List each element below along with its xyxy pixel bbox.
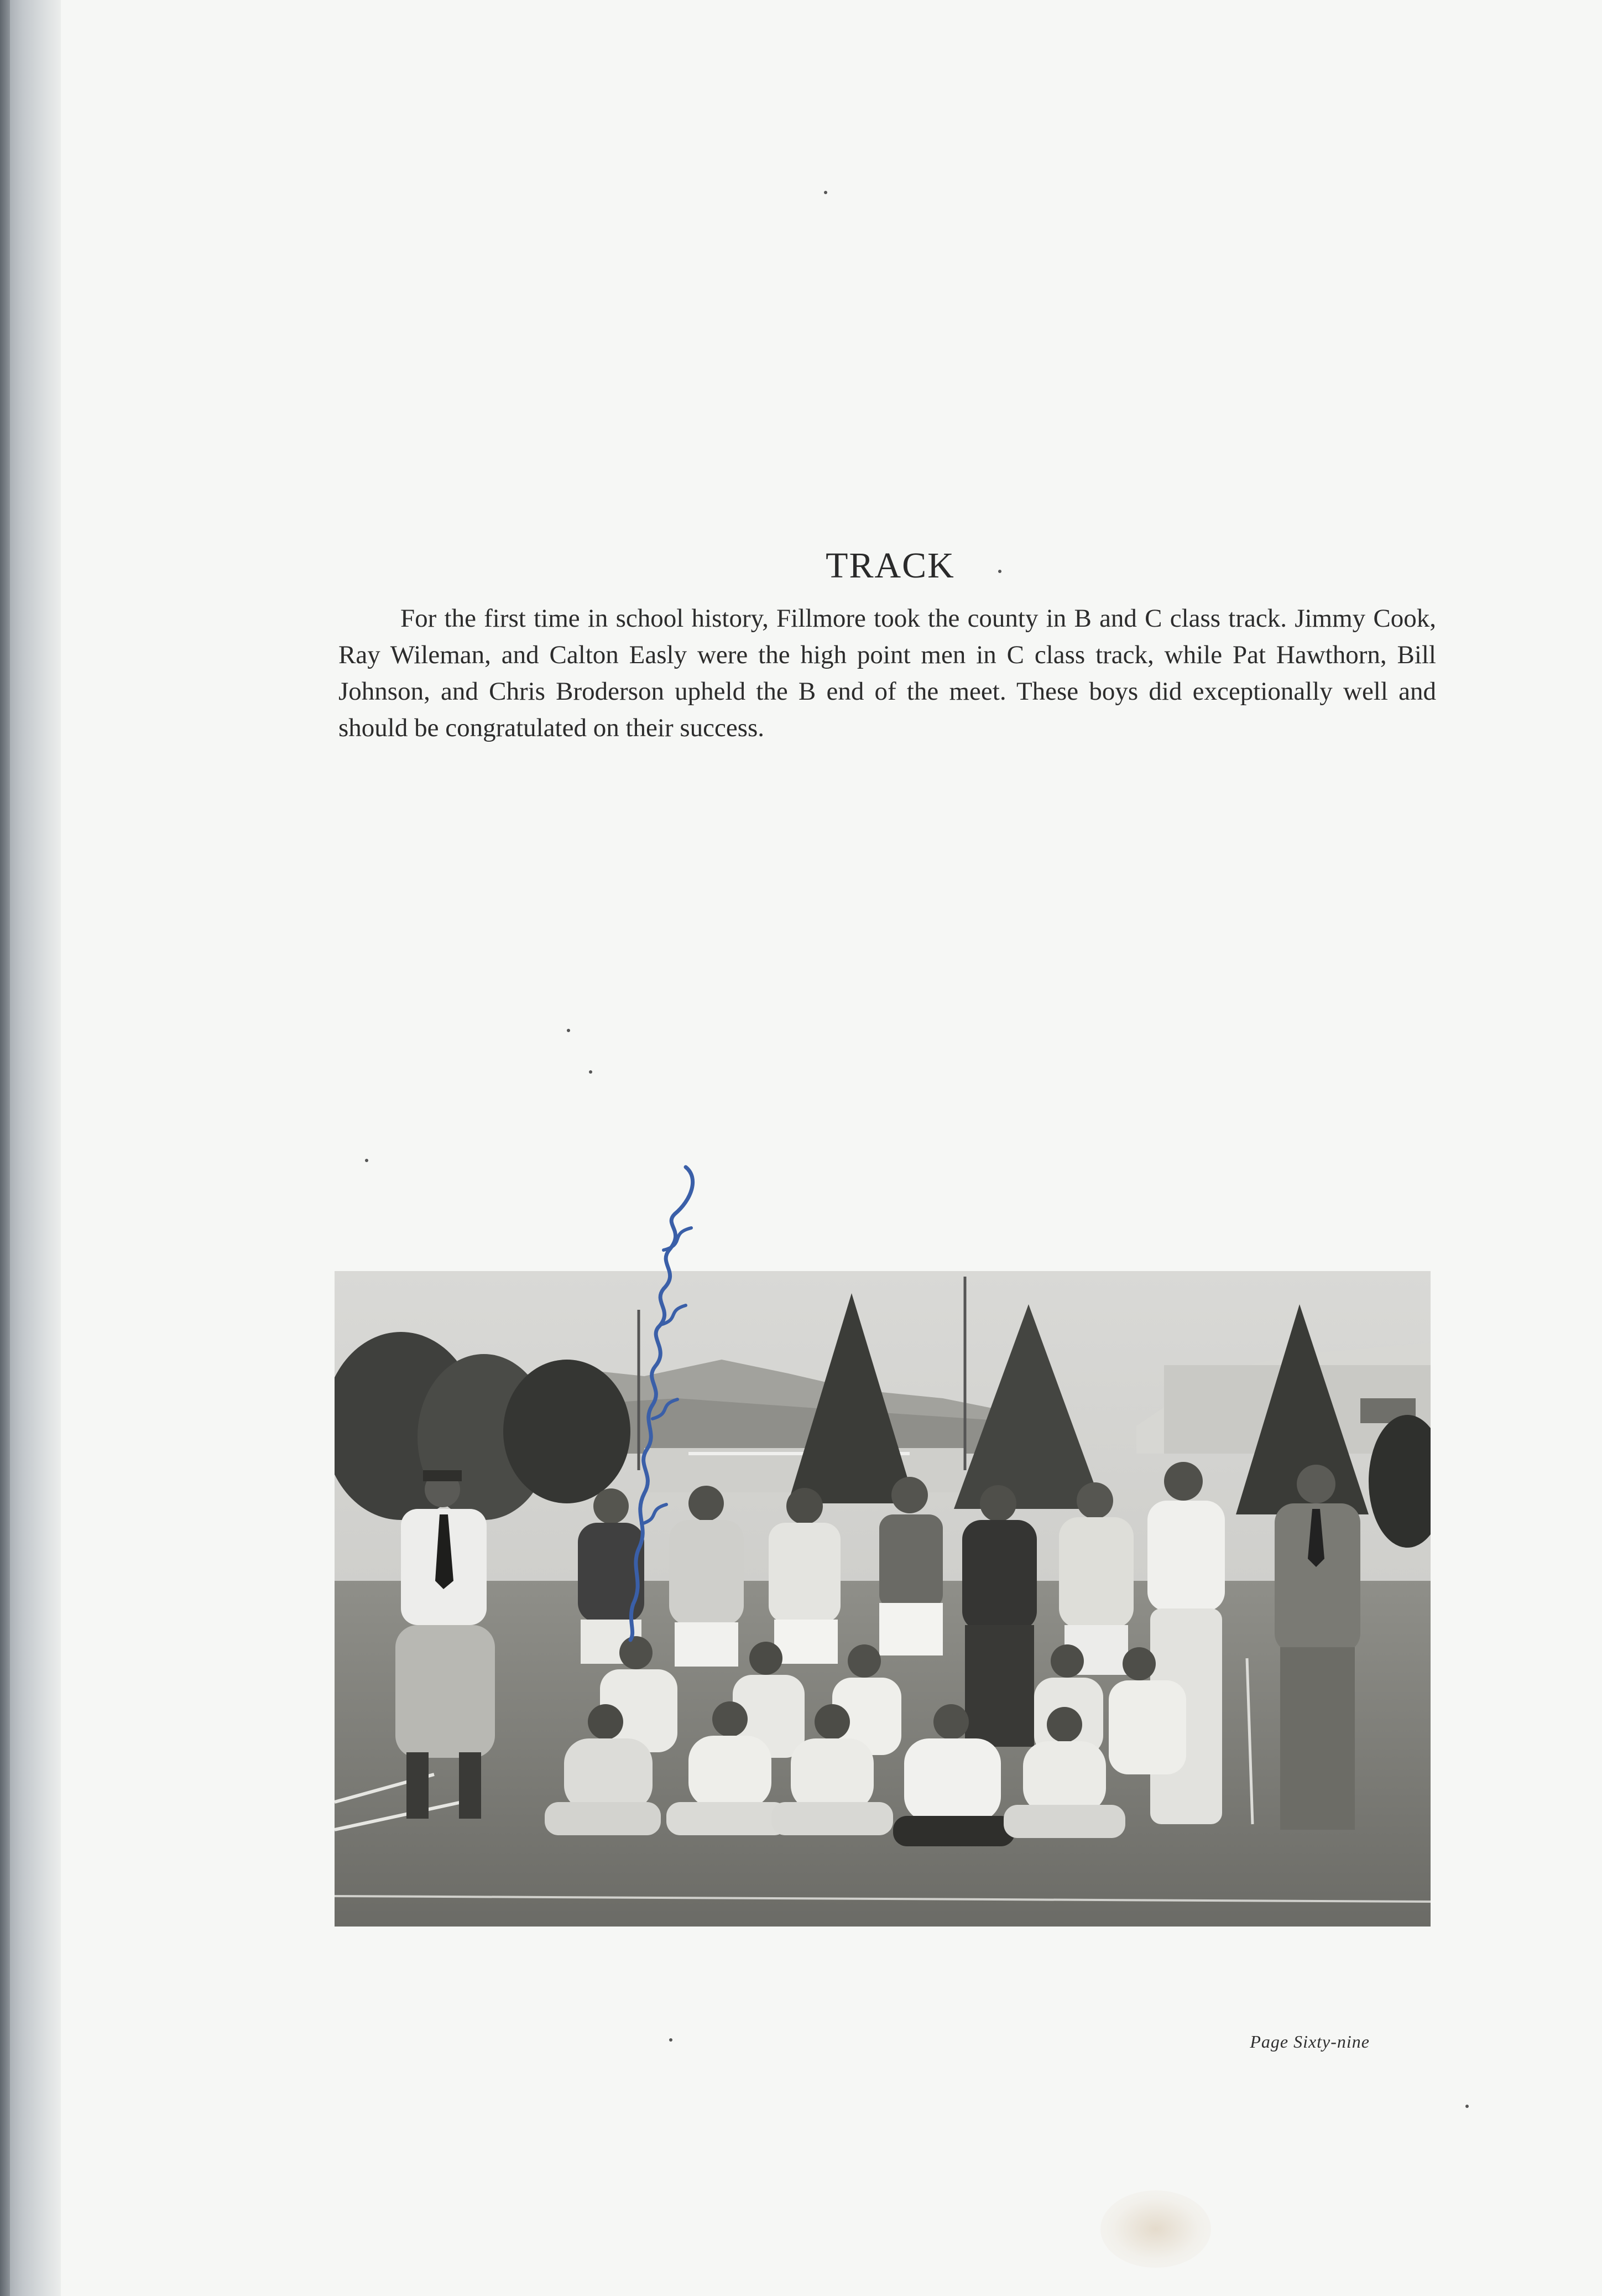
binding-gutter-shadow: [0, 0, 66, 2296]
paper-speck: [998, 570, 1001, 573]
page-number: Page Sixty-nine: [1250, 2032, 1370, 2052]
binding-gutter-edge: [0, 0, 10, 2296]
paper-speck: [365, 1159, 368, 1162]
page-title: TRACK: [826, 545, 955, 586]
handwritten-signature: [603, 1162, 713, 1643]
team-photo-illustration: [335, 1271, 1431, 1927]
paper-speck: [1465, 2105, 1469, 2108]
yearbook-page: [61, 0, 1602, 2296]
paper-speck: [824, 191, 827, 194]
track-team-photo: [335, 1271, 1431, 1927]
paper-speck: [669, 2038, 672, 2042]
paper-speck: [589, 1070, 592, 1074]
paper-speck: [567, 1029, 570, 1032]
paper-stain: [1100, 2190, 1211, 2268]
coach-right: [1275, 1465, 1360, 1830]
track-paragraph: For the first time in school history, Fillmore took the county in B and C class track. Jimmy Cook, Ray Wileman, and Calton Easly were the high point men in C class track, while Pat Hawthorn, Bill Johnson, and Chris Broderson upheld the B end of the meet. These boys did exceptionally well and should be congratulated on their success.: [338, 604, 1436, 742]
